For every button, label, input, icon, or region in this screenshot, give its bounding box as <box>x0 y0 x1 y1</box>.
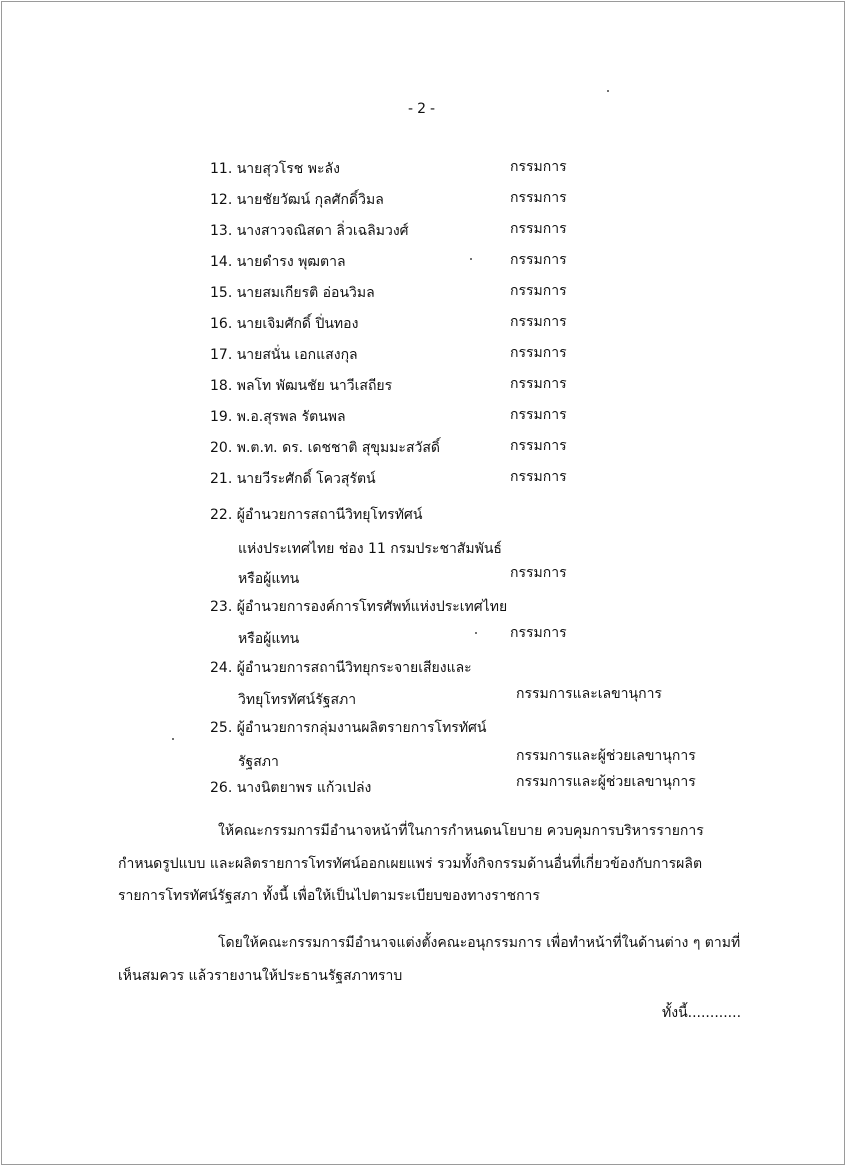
scan-speck <box>470 258 472 260</box>
member-name-text: นายสนั่น เอกแสงกุล <box>236 347 358 363</box>
member-name-text: นายชัยวัฒน์ กุลศักดิ์วิมล <box>236 192 384 208</box>
member-name-text: พลโท พัฒนชัย นาวีเสถียร <box>236 378 393 394</box>
closing-text: ทั้งนี้............ <box>662 1005 742 1021</box>
member-role: กรรมการและผู้ช่วยเลขานุการ <box>516 748 696 764</box>
member-name-text: นายสมเกียรติ อ่อนวิมล <box>236 285 375 301</box>
member-name: 22. ผู้อำนวยการสถานีวิทยุโทรทัศน์ <box>210 507 423 523</box>
member-role: กรรมการ <box>510 159 567 175</box>
member-name: 20. พ.ต.ท. ดร. เดชชาติ สุขุมมะสวัสดิ์ <box>210 440 440 456</box>
member-name: 24. ผู้อำนวยการสถานีวิทยุกระจายเสียงและ <box>210 660 472 676</box>
member-name-continued: หรือผู้แทน <box>238 571 300 587</box>
member-name-text: ผู้อำนวยการสถานีวิทยุโทรทัศน์ <box>236 507 423 523</box>
paragraph-line: รายการโทรทัศน์รัฐสภา ทั้งนี้ เพื่อให้เป็นไปตามระเบียบของทางราชการ <box>118 888 540 904</box>
scan-speck <box>475 632 477 634</box>
paragraph-line: โดยให้คณะกรรมการมีอำนาจแต่งตั้งคณะอนุกรรมการ เพื่อทำหน้าที่ในด้านต่าง ๆ ตามที่ <box>218 935 741 951</box>
member-name: 25. ผู้อำนวยการกลุ่มงานผลิตรายการโทรทัศน์ <box>210 720 487 736</box>
paragraph-line: เห็นสมควร แล้วรายงานให้ประธานรัฐสภาทราบ <box>118 968 403 984</box>
page-border <box>1 1 845 1165</box>
member-name-continued: รัฐสภา <box>238 754 279 770</box>
member-name: 12. นายชัยวัฒน์ กุลศักดิ์วิมล <box>210 192 384 208</box>
member-name-text: ผู้อำนวยการสถานีวิทยุกระจายเสียงและ <box>236 660 472 676</box>
paragraph-line: กำหนดรูปแบบ และผลิตรายการโทรทัศน์ออกเผยแพร่ รวมทั้งกิจกรรมด้านอื่นที่เกี่ยวข้องกับการผลิต <box>118 856 703 872</box>
member-role: กรรมการ <box>510 407 567 423</box>
member-name-text: พ.อ.สุรพล รัตนพล <box>236 409 346 425</box>
member-name-text: พ.ต.ท. ดร. เดชชาติ สุขุมมะสวัสดิ์ <box>236 440 440 456</box>
member-name: 26. นางนิตยาพร แก้วเปล่ง <box>210 780 372 796</box>
member-name-text: นายสุวโรช พะลัง <box>236 161 340 177</box>
member-name: 14. นายดำรง พุฒตาล <box>210 254 346 270</box>
member-name: 19. พ.อ.สุรพล รัตนพล <box>210 409 346 425</box>
member-name-text: นางสาวจณิสดา ลิ่วเฉลิมวงศ์ <box>236 223 409 239</box>
member-role: กรรมการ <box>510 469 567 485</box>
member-name: 15. นายสมเกียรติ อ่อนวิมล <box>210 285 375 301</box>
member-name: 21. นายวีระศักดิ์ โควสุรัตน์ <box>210 471 376 487</box>
member-name: 23. ผู้อำนวยการองค์การโทรศัพท์แห่งประเทศไทย <box>210 599 508 615</box>
member-role: กรรมการ <box>510 625 567 641</box>
member-role: กรรมการ <box>510 190 567 206</box>
member-role: กรรมการ <box>510 221 567 237</box>
scan-speck <box>172 738 174 740</box>
member-name: 11. นายสุวโรช พะลัง <box>210 161 340 177</box>
page-number: - 2 - <box>408 101 435 117</box>
member-name-continued: หรือผู้แทน <box>238 631 300 647</box>
member-role: กรรมการ <box>510 283 567 299</box>
member-name-text: ผู้อำนวยการกลุ่มงานผลิตรายการโทรทัศน์ <box>236 720 487 736</box>
member-role: กรรมการ <box>510 345 567 361</box>
member-role: กรรมการ <box>510 376 567 392</box>
paragraph-line: ให้คณะกรรมการมีอำนาจหน้าที่ในการกำหนดนโยบาย ควบคุมการบริหารรายการ <box>218 823 704 839</box>
member-role: กรรมการ <box>510 565 567 581</box>
member-name-text: นางนิตยาพร แก้วเปล่ง <box>236 780 372 796</box>
member-role: กรรมการและเลขานุการ <box>516 686 662 702</box>
member-name-continued: แห่งประเทศไทย ช่อง 11 กรมประชาสัมพันธ์ <box>238 541 502 557</box>
member-name-text: ผู้อำนวยการองค์การโทรศัพท์แห่งประเทศไทย <box>236 599 508 615</box>
member-role: กรรมการ <box>510 438 567 454</box>
scan-speck <box>607 90 609 92</box>
member-name-continued: วิทยุโทรทัศน์รัฐสภา <box>238 692 357 708</box>
member-name-text: นายดำรง พุฒตาล <box>236 254 346 270</box>
member-name-text: นายเจิมศักดิ์ ปิ่นทอง <box>236 316 359 332</box>
member-name: 17. นายสนั่น เอกแสงกุล <box>210 347 358 363</box>
member-name: 16. นายเจิมศักดิ์ ปิ่นทอง <box>210 316 359 332</box>
member-name-text: นายวีระศักดิ์ โควสุรัตน์ <box>236 471 376 487</box>
member-role: กรรมการ <box>510 252 567 268</box>
member-name: 13. นางสาวจณิสดา ลิ่วเฉลิมวงศ์ <box>210 223 409 239</box>
member-role: กรรมการ <box>510 314 567 330</box>
member-role: กรรมการและผู้ช่วยเลขานุการ <box>516 774 696 790</box>
member-name: 18. พลโท พัฒนชัย นาวีเสถียร <box>210 378 393 394</box>
